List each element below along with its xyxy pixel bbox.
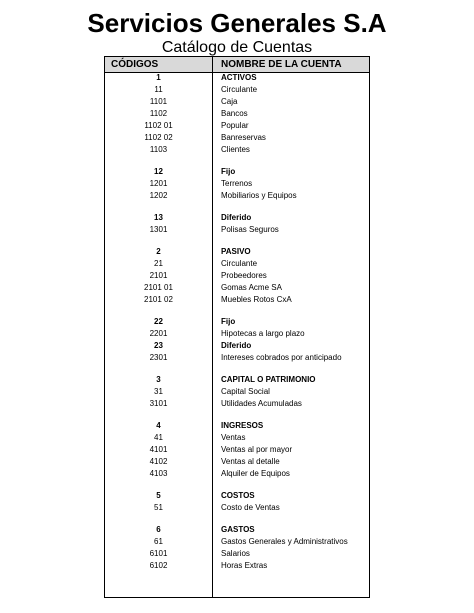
table-row [105,270,369,282]
account-code: 22 [154,317,163,326]
account-code: 2101 02 [144,295,173,304]
table-row [105,432,369,444]
table-header [105,57,369,73]
account-code: 41 [154,433,163,442]
table-row [105,420,369,432]
account-code: 23 [154,341,163,350]
account-name: Horas Extras [221,561,268,570]
table-row [105,340,369,352]
table-row [105,398,369,410]
table-row [105,246,369,258]
account-name: Hipotecas a largo plazo [221,329,305,338]
table-row [105,178,369,190]
table-row [105,72,369,84]
table-row [105,84,369,96]
account-name: Mobiliarios y Equipos [221,191,297,200]
account-code: 61 [154,537,163,546]
table-row [105,212,369,224]
account-name: Clientes [221,145,250,154]
account-code: 2 [156,247,161,256]
account-code: 6101 [149,549,168,558]
table-row [105,456,369,468]
account-code: 1102 [149,109,168,118]
account-name: Polisas Seguros [221,225,279,234]
column-header-name: NOMBRE DE LA CUENTA [221,59,342,70]
table-row [105,96,369,108]
account-name: Diferido [221,213,252,222]
table-row [105,190,369,202]
account-code: 1101 [149,97,168,106]
account-code: 12 [154,167,163,176]
account-code: 2101 01 [144,283,173,292]
account-name: Muebles Rotos CxA [221,295,292,304]
table-row [105,352,369,364]
accounts-table [104,56,370,598]
account-code: 1103 [149,145,168,154]
account-name: Costo de Ventas [221,503,280,512]
account-name: Alquiler de Equipos [221,469,290,478]
account-code: 31 [154,387,163,396]
account-name: Probeedores [221,271,267,280]
column-header-code: CÓDIGOS [111,59,159,70]
account-code: 11 [154,85,163,94]
table-row [105,490,369,502]
account-name: ACTIVOS [221,73,257,82]
account-code: 1102 02 [144,133,173,142]
account-name: Banreservas [221,133,266,142]
table-row [105,144,369,156]
account-code: 21 [154,259,163,268]
table-row [105,258,369,270]
table-row [105,444,369,456]
account-name: Ventas al detalle [221,457,280,466]
account-name: INGRESOS [221,421,264,430]
account-code: 6 [156,525,161,534]
account-code: 5 [156,491,161,500]
table-row [105,536,369,548]
account-name: Intereses cobrados por anticipado [221,353,342,362]
account-code: 13 [154,213,163,222]
account-code: 4 [156,421,161,430]
account-name: CAPITAL O PATRIMONIO [221,375,316,384]
account-name: Utilidades Acumuladas [221,399,302,408]
account-code: 2301 [149,353,168,362]
account-name: Ventas [221,433,246,442]
table-row [105,502,369,514]
account-name: Salarios [221,549,250,558]
account-code: 51 [154,503,163,512]
account-name: Gomas Acme SA [221,283,282,292]
table-row [105,328,369,340]
account-code: 1 [156,73,161,82]
account-code: 6102 [149,561,168,570]
page-subtitle: Catálogo de Cuentas [161,39,313,56]
account-code: 4101 [149,445,168,454]
account-name: Popular [221,121,249,130]
page-title: Servicios Generales S.A [87,8,387,38]
account-name: Fijo [221,167,236,176]
table-row [105,386,369,398]
table-row [105,316,369,328]
account-name: Fijo [221,317,236,326]
account-code: 1301 [149,225,168,234]
account-code: 1202 [149,191,168,200]
account-name: Circulante [221,85,258,94]
account-name: Circulante [221,259,258,268]
table-row [105,560,369,572]
table-row [105,224,369,236]
account-name: Caja [221,97,238,106]
account-code: 3101 [149,399,168,408]
table-row [105,374,369,386]
table-row [105,548,369,560]
table-row [105,108,369,120]
table-row [105,282,369,294]
account-name: GASTOS [221,525,255,534]
account-code: 1102 01 [144,121,173,130]
account-code: 2201 [149,329,168,338]
account-name: COSTOS [221,491,255,500]
account-code: 4103 [149,469,168,478]
table-row [105,468,369,480]
account-name: PASIVO [221,247,251,256]
account-name: Capital Social [221,387,270,396]
account-name: Terrenos [221,179,253,188]
account-name: Diferido [221,341,252,350]
account-code: 1201 [149,179,168,188]
account-name: Gastos Generales y Administrativos [221,537,348,546]
account-code: 3 [156,375,161,384]
table-row [105,120,369,132]
account-name: Bancos [221,109,248,118]
account-name: Ventas al por mayor [221,445,293,454]
table-row [105,132,369,144]
account-code: 2101 [149,271,168,280]
table-row [105,524,369,536]
table-row [105,166,369,178]
table-row [105,294,369,306]
account-code: 4102 [149,457,168,466]
